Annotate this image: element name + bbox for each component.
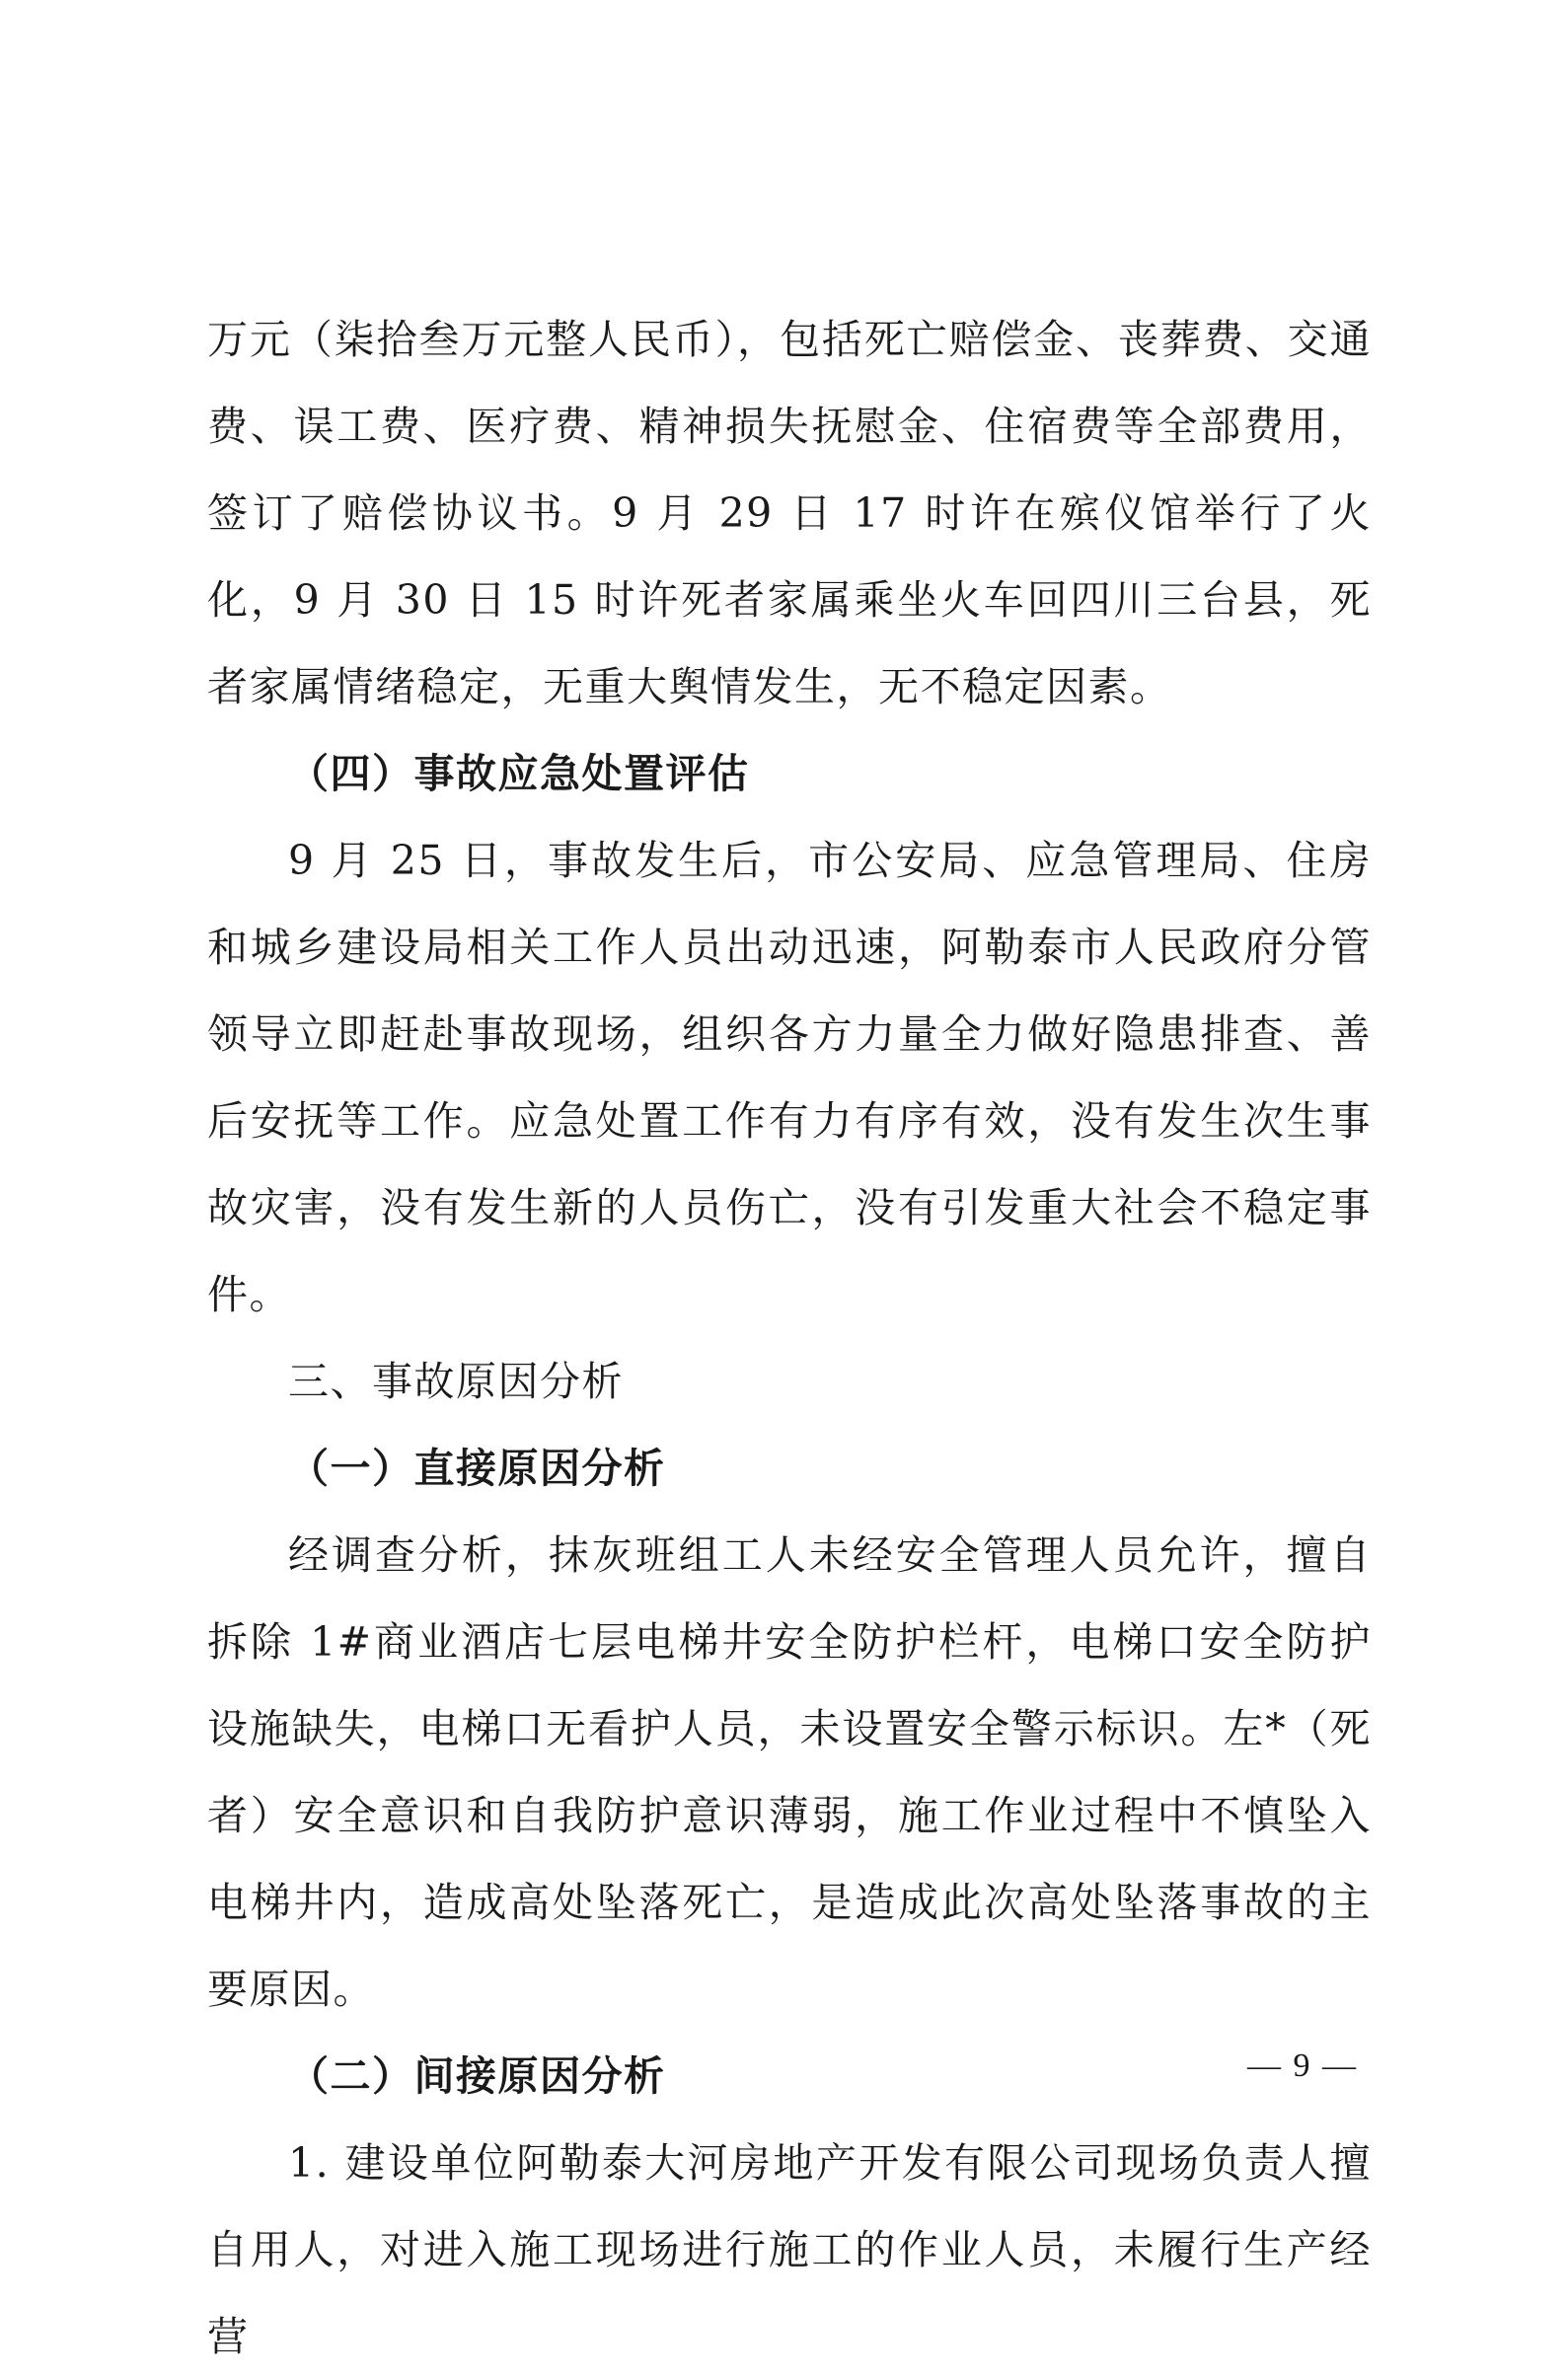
page-number: — 9 — xyxy=(1247,2047,1358,2084)
heading-emergency-assessment: （四）事故应急处置评估 xyxy=(288,750,750,797)
document-body xyxy=(207,296,1372,2380)
paragraph-compensation: 万元（柒拾叁万元整人民币），包括死亡赔偿金、丧葬费、交通费、误工费、医疗费、精神损失抚慰金、住宿费等全部费用，签订了赔偿协议书。9 月 29 日 17 时许在殡仪馆举行了火化，9 月 30 日 15 时许死者家属乘坐火车回四川三台县，死者家属情绪稳定，无重大舆情发生，无不稳定因素。 xyxy=(207,316,1372,710)
heading-indirect-cause: （二）间接原因分析 xyxy=(288,2052,666,2100)
heading-cause-analysis: 三、事故原因分析 xyxy=(288,1358,624,1405)
paragraph-indirect-cause: 1. 建设单位阿勒泰大河房地产开发有限公司现场负责人擅自用人，对进入施工现场进行施工的作业人员，未履行生产经营 xyxy=(207,2139,1372,2360)
paragraph-emergency-response: 9 月 25 日，事故发生后，市公安局、应急管理局、住房和城乡建设局相关工作人员出动迅速，阿勒泰市人民政府分管领导立即赶赴事故现场，组织各方力量全力做好隐患排查、善后安抚等工作。应急处置工作有力有序有效，没有发生次生事故灾害，没有发生新的人员伤亡，没有引发重大社会不稳定事件。 xyxy=(207,837,1372,1318)
heading-direct-cause: （一）直接原因分析 xyxy=(288,1445,666,1492)
paragraph-direct-cause: 经调查分析，抹灰班组工人未经安全管理人员允许，擅自拆除 1#商业酒店七层电梯井安全防护栏杆，电梯口安全防护设施缺失，电梯口无看护人员，未设置安全警示标识。左*（死者）安全意识和自我防护意识薄弱，施工作业过程中不慎坠入电梯井内，造成高处坠落死亡，是造成此次高处坠落事故的主要原因。 xyxy=(207,1531,1372,2013)
